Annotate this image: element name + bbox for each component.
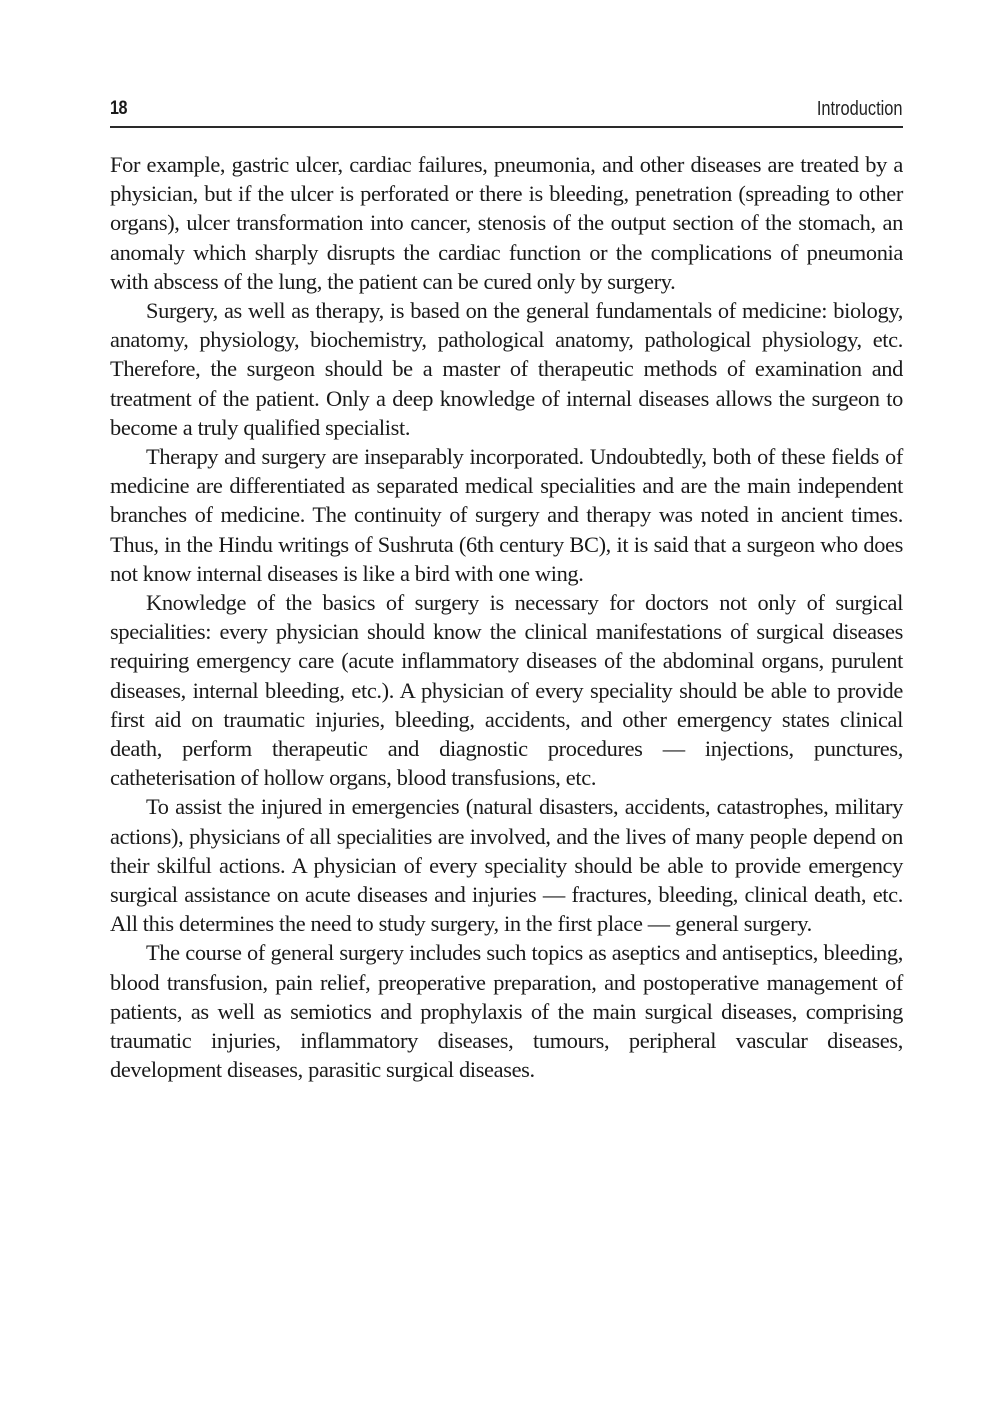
paragraph-1: For example, gastric ulcer, cardiac failures, pneumonia, and other diseases are treated by a physician, but if the ulcer is perforated or there is bleeding, penetration (spreading to other organs), ulcer transformation into cancer, stenosis of the output section of the stomach, an anomaly which sharply disrupts the cardiac function or the complications of pneumonia with abscess of the lung, the patient can be cured only by surgery. bbox=[110, 152, 903, 294]
body-text bbox=[110, 150, 903, 1085]
paragraph-5: To assist the injured in emergencies (natural disasters, accidents, catastrophes, military actions), physicians of all specialities are involved, and the lives of many people depend on their skilful actions. A physician of every speciality should be able to provide emergency surgical assistance on acute diseases and injuries — fractures, bleeding, clinical death, etc. All this determines the need to study surgery, in the first place — general surgery. bbox=[110, 794, 903, 937]
paragraph-6: The course of general surgery includes such topics as aseptics and antiseptics, bleeding, blood transfusion, pain relief, preoperative preparation, and postoperative management of patients, as well as semiotics and prophylaxis of the main surgical diseases, comprising traumatic injuries, inflammatory diseases, tumours, peripheral vascular diseases, development diseases, parasitic surgical diseases. bbox=[110, 940, 903, 1083]
paragraph-3: Therapy and surgery are inseparably incorporated. Undoubtedly, both of these fields of medicine are differentiated as separated medical specialities and are the main independent branches of medicine. The continuity of surgery and therapy was noted in ancient times. Thus, in the Hindu writings of Sushruta (6th century BC), it is said that a surgeon who does not know internal diseases is like a bird with one wing. bbox=[110, 444, 903, 586]
running-head: Introduction bbox=[817, 98, 903, 120]
paragraph-2: Surgery, as well as therapy, is based on the general fundamentals of medicine: biology, anatomy, physiology, biochemistry, pathological anatomy, pathological physiology, etc. Therefore, the surgeon should be a master of therapeutic methods of examination and treatment of the patient. Only a deep knowledge of internal diseases allows the surgeon to become a truly qualified specialist. bbox=[110, 298, 903, 440]
page-number: 18 bbox=[110, 98, 128, 119]
page-header bbox=[110, 96, 903, 128]
paragraph-4: Knowledge of the basics of surgery is necessary for doctors not only of surgical specialities: every physician should know the clinical manifestations of surgical diseases requiring emergency care (acute inflammatory diseases of the abdominal organs, purulent diseases, internal bleeding, etc.). A physician of every speciality should be able to provide first aid on traumatic injuries, bleeding, accidents, and other emergency states clinical death, perform therapeutic and diagnostic procedures — injections, punctures, catheterisation of hollow organs, blood transfusions, etc. bbox=[110, 590, 903, 791]
